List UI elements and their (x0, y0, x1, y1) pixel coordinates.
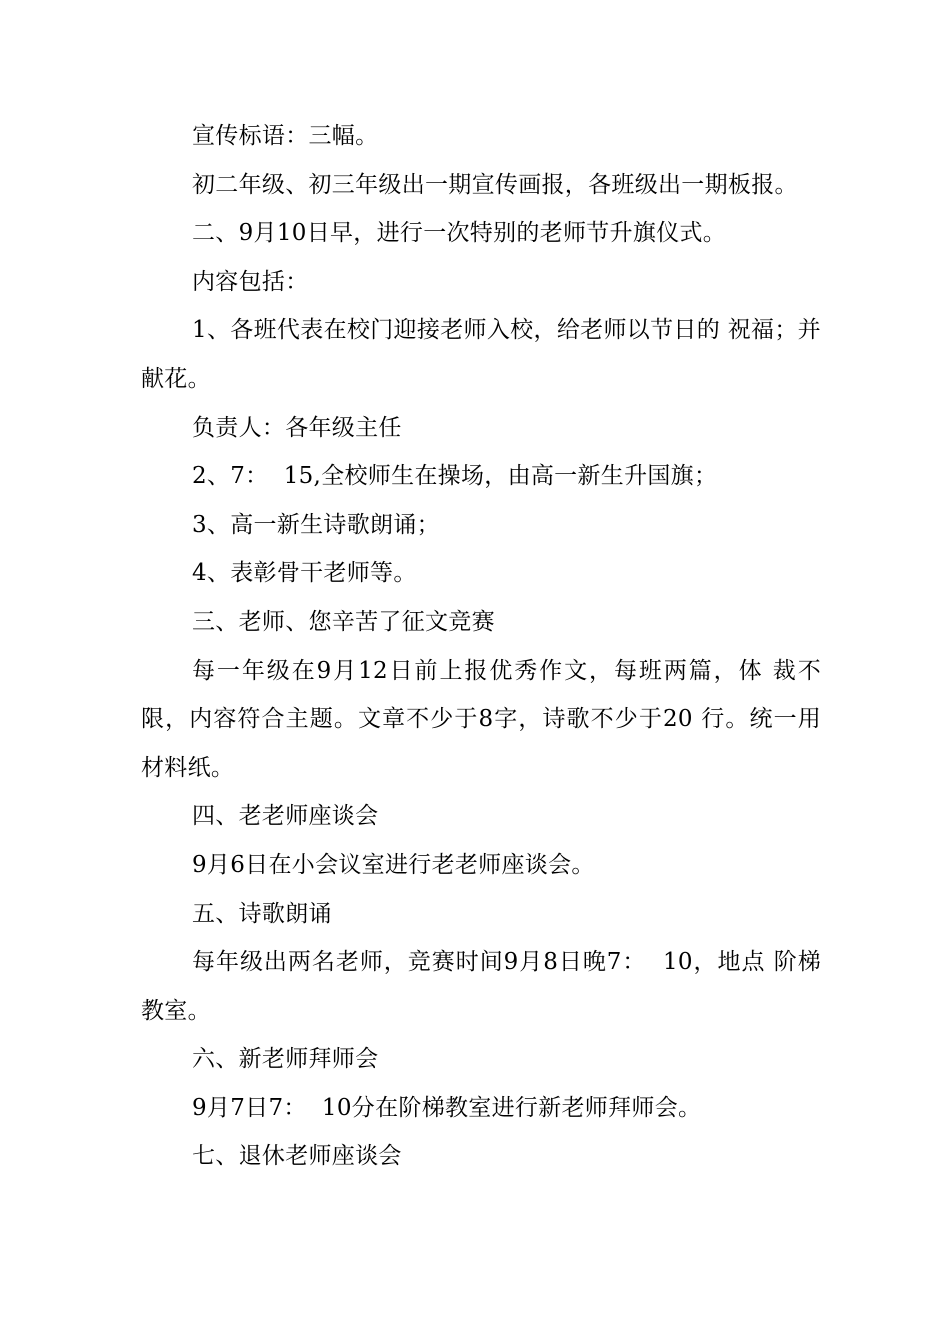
paragraph-posters: 初二年级、初三年级出一期宣传画报，各班级出一期板报。 (192, 171, 798, 198)
paragraph-contents-intro: 内容包括： (192, 268, 309, 295)
heading-flag-ceremony: 二、9月10日早，进行一次特别的老师节升旗仪式。 (192, 220, 727, 247)
list-item-welcome: 1、各班代表在校门迎接老师入校，给老师以节日的 祝福；并献花。 (141, 317, 821, 392)
list-item-commendation: 4、表彰骨干老师等。 (192, 560, 417, 587)
paragraph-slogan: 宣传标语：三幅。 (192, 123, 379, 149)
paragraph-recital-details: 每年级出两名老师，竞赛时间9月8日晚7： 10，地点 阶梯教室。 (141, 949, 821, 1024)
paragraph-mentor-details: 9月7日7： 10分在阶梯教室进行新老师拜师会。 (192, 1094, 702, 1121)
heading-retired-teachers-forum: 七、退休老师座谈会 (192, 1143, 402, 1170)
paragraph-essay-details: 每一年级在9月12日前上报优秀作文，每班两篇，体 裁不限，内容符合主题。文章不少于8字，诗歌不少于20 行。统一用材料纸。 (141, 657, 821, 781)
document-body (141, 112, 821, 1181)
heading-mentor-ceremony: 六、新老师拜师会 (192, 1046, 379, 1073)
paragraph-responsible: 负责人：各年级主任 (192, 414, 402, 441)
paragraph-senior-forum-details: 9月6日在小会议室进行老老师座谈会。 (192, 851, 595, 878)
heading-senior-teachers-forum: 四、老老师座谈会 (192, 803, 379, 830)
heading-poetry-recital: 五、诗歌朗诵 (192, 900, 332, 927)
list-item-poetry: 3、高一新生诗歌朗诵； (192, 511, 440, 538)
list-item-flag-raising: 2、7： 15,全校师生在操场，由高一新生升国旗； (192, 463, 718, 490)
heading-essay-contest: 三、老师、您辛苦了征文竞赛 (192, 608, 495, 635)
